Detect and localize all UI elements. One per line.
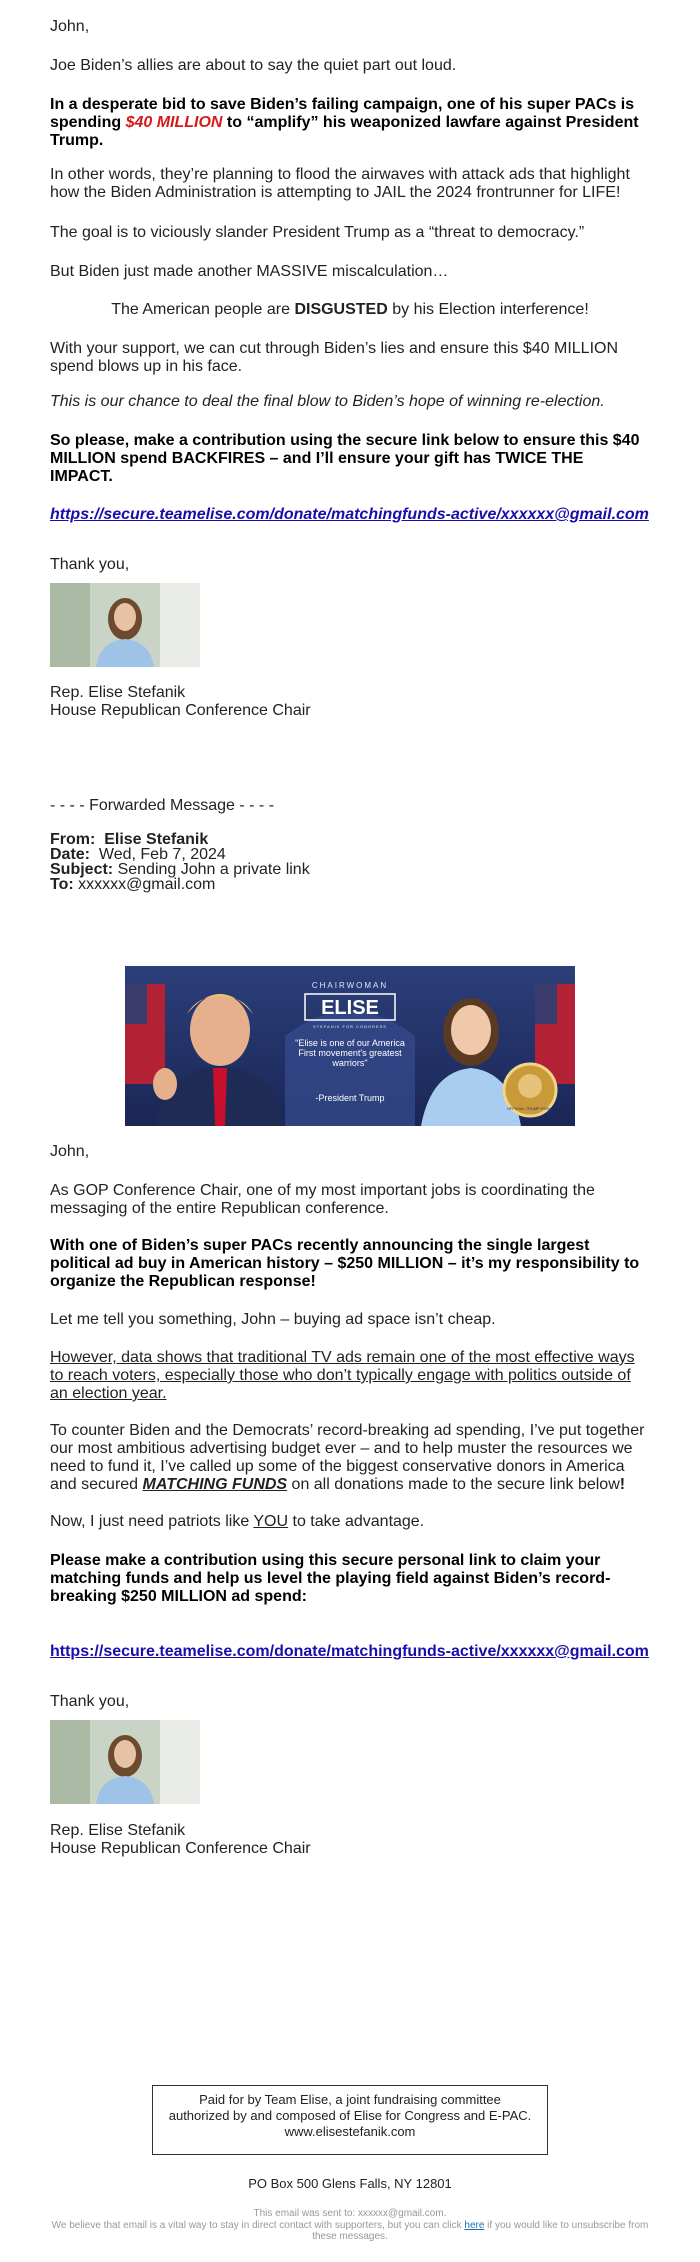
banner-chairwoman: CHAIRWOMAN bbox=[311, 981, 389, 990]
forward-date bbox=[50, 847, 650, 862]
date-value: Wed, Feb 7, 2024 bbox=[98, 846, 226, 863]
unsubscribe-link[interactable]: here bbox=[464, 2220, 485, 2231]
banner-quote: "Elise is one of our America First movement's greatest warriors" bbox=[295, 1038, 405, 1068]
signature-title: House Republican Conference Chair bbox=[50, 1840, 311, 1857]
greeting: John, bbox=[50, 18, 90, 35]
text: to “amplify” his weaponized lawfare against President Trump. bbox=[50, 114, 639, 149]
text: to take advantage. bbox=[288, 1513, 425, 1530]
signoff: Thank you, bbox=[50, 1693, 130, 1710]
paragraph-underlined: However, data shows that traditional TV ads remain one of the most effective ways to reach voters, especially those who don’t typically engage with politics outside of an election year. bbox=[50, 1349, 635, 1402]
paragraph-bold: With one of Biden’s super PACs recently announcing the single largest political ad buy in American history – $250 MILLION – it’s my responsibility to organize the Republican response! bbox=[50, 1237, 640, 1290]
signature-title: House Republican Conference Chair bbox=[50, 702, 311, 719]
signature-name: Rep. Elise Stefanik bbox=[50, 684, 186, 701]
portrait-image bbox=[50, 1720, 200, 1804]
paragraph: But Biden just made another MASSIVE miscalculation… bbox=[50, 263, 449, 280]
paragraph-bold bbox=[50, 96, 650, 150]
sent-to-notice: This email was sent to: xxxxxx@gmail.com. bbox=[253, 2208, 447, 2219]
text-bold: DISGUSTED bbox=[294, 301, 388, 318]
amount-highlight: $40 MILLION bbox=[125, 114, 223, 131]
paragraph bbox=[50, 1513, 650, 1531]
to-value: xxxxxx@gmail.com bbox=[78, 876, 216, 893]
label: To: bbox=[50, 876, 74, 893]
label: From: bbox=[50, 831, 96, 848]
banner-attribution: -President Trump bbox=[315, 1093, 385, 1103]
paragraph: In other words, they’re planning to flood the airwaves with attack ads that highlight how the Biden Administration is attempting to JAIL the 2024 frontrunner for LIFE! bbox=[50, 166, 630, 201]
banner-graphic bbox=[125, 966, 575, 1126]
paragraph: Let me tell you something, John – buying ad space isn’t cheap. bbox=[50, 1311, 496, 1328]
label: Subject: bbox=[50, 861, 114, 878]
paragraph-bold: So please, make a contribution using the secure link below to ensure this $40 MILLION spend BACKFIRES – and I’ll ensure your gift has TWICE THE IMPACT. bbox=[50, 432, 640, 485]
paragraph-italic: This is our chance to deal the final blow to Biden’s hope of winning re-election. bbox=[50, 393, 605, 410]
paragraph: Joe Biden’s allies are about to say the quiet part out loud. bbox=[50, 57, 457, 74]
donate-link[interactable]: https://secure.teamelise.com/donate/matchingfunds-active/xxxxxx@gmail.com bbox=[50, 1643, 649, 1660]
signoff: Thank you, bbox=[50, 556, 130, 573]
text: We believe that email is a vital way to stay in direct contact with supporters, but you can click bbox=[51, 2220, 465, 2231]
text-bold: ! bbox=[619, 1476, 626, 1493]
text: In a desperate bid to save Biden’s failing campaign, one of his super PACs is spending bbox=[50, 96, 635, 131]
paragraph-bold: Please make a contribution using this secure personal link to claim your matching funds and help us level the playing field against Biden’s record-breaking $250 MILLION ad spend: bbox=[50, 1552, 611, 1605]
seal-text: OFFICIAL TRUMP POINT bbox=[506, 1106, 554, 1111]
matching-funds-highlight: MATCHING FUNDS bbox=[142, 1476, 288, 1493]
paragraph-centered bbox=[50, 301, 650, 319]
subject-value: Sending John a private link bbox=[117, 861, 310, 878]
unsubscribe-notice bbox=[40, 2220, 660, 2242]
text: To counter Biden and the Democrats’ record-breaking ad spending, I’ve put together our most ambitious advertising budget ever – and to help muster the resources we need to fund it, I’ve called up some of the biggest conservative donors in America and secured bbox=[50, 1422, 645, 1493]
label: Date: bbox=[50, 846, 91, 863]
hero-banner bbox=[125, 966, 575, 1126]
text: The American people are bbox=[111, 301, 295, 318]
paragraph: The goal is to viciously slander President Trump as a “threat to democracy.” bbox=[50, 224, 585, 241]
forward-subject bbox=[50, 862, 650, 877]
text: Now, I just need patriots like bbox=[50, 1513, 254, 1530]
portrait-image bbox=[50, 583, 200, 667]
greeting: John, bbox=[50, 1143, 90, 1160]
forward-header: - - - - Forwarded Message - - - - bbox=[50, 797, 275, 814]
text: by his Election interference! bbox=[387, 301, 589, 318]
paid-for-disclaimer: Paid for by Team Elise, a joint fundraising committee authorized by and composed of Elise for Congress and E-PAC. www.elisestefanik.com bbox=[152, 2085, 548, 2155]
donate-link[interactable]: https://secure.teamelise.com/donate/matchingfunds-active/xxxxxx@gmail.com bbox=[50, 506, 649, 523]
paragraph bbox=[50, 1422, 650, 1494]
from-value: Elise Stefanik bbox=[104, 831, 209, 848]
donate-link-row bbox=[50, 506, 650, 524]
paragraph: With your support, we can cut through Biden’s lies and ensure this $40 MILLION spend blows up in his face. bbox=[50, 340, 619, 375]
text: on all donations made to the secure link below bbox=[287, 1476, 620, 1493]
forward-from bbox=[50, 832, 650, 847]
text: if you would like to unsubscribe from these messages. bbox=[312, 2220, 649, 2242]
mailing-address: PO Box 500 Glens Falls, NY 12801 bbox=[248, 2176, 452, 2191]
text-underlined: YOU bbox=[253, 1513, 289, 1530]
forward-to bbox=[50, 877, 650, 892]
banner-tagline: STEFANIK FOR CONGRESS bbox=[313, 1024, 387, 1029]
signature-photo bbox=[50, 1720, 200, 1804]
banner-logo: ELISE bbox=[321, 997, 379, 1019]
paragraph: As GOP Conference Chair, one of my most important jobs is coordinating the messaging of the entire Republican conference. bbox=[50, 1182, 595, 1217]
signature-name: Rep. Elise Stefanik bbox=[50, 1822, 186, 1839]
donate-link-row bbox=[50, 1643, 650, 1661]
signature-photo bbox=[50, 583, 200, 667]
